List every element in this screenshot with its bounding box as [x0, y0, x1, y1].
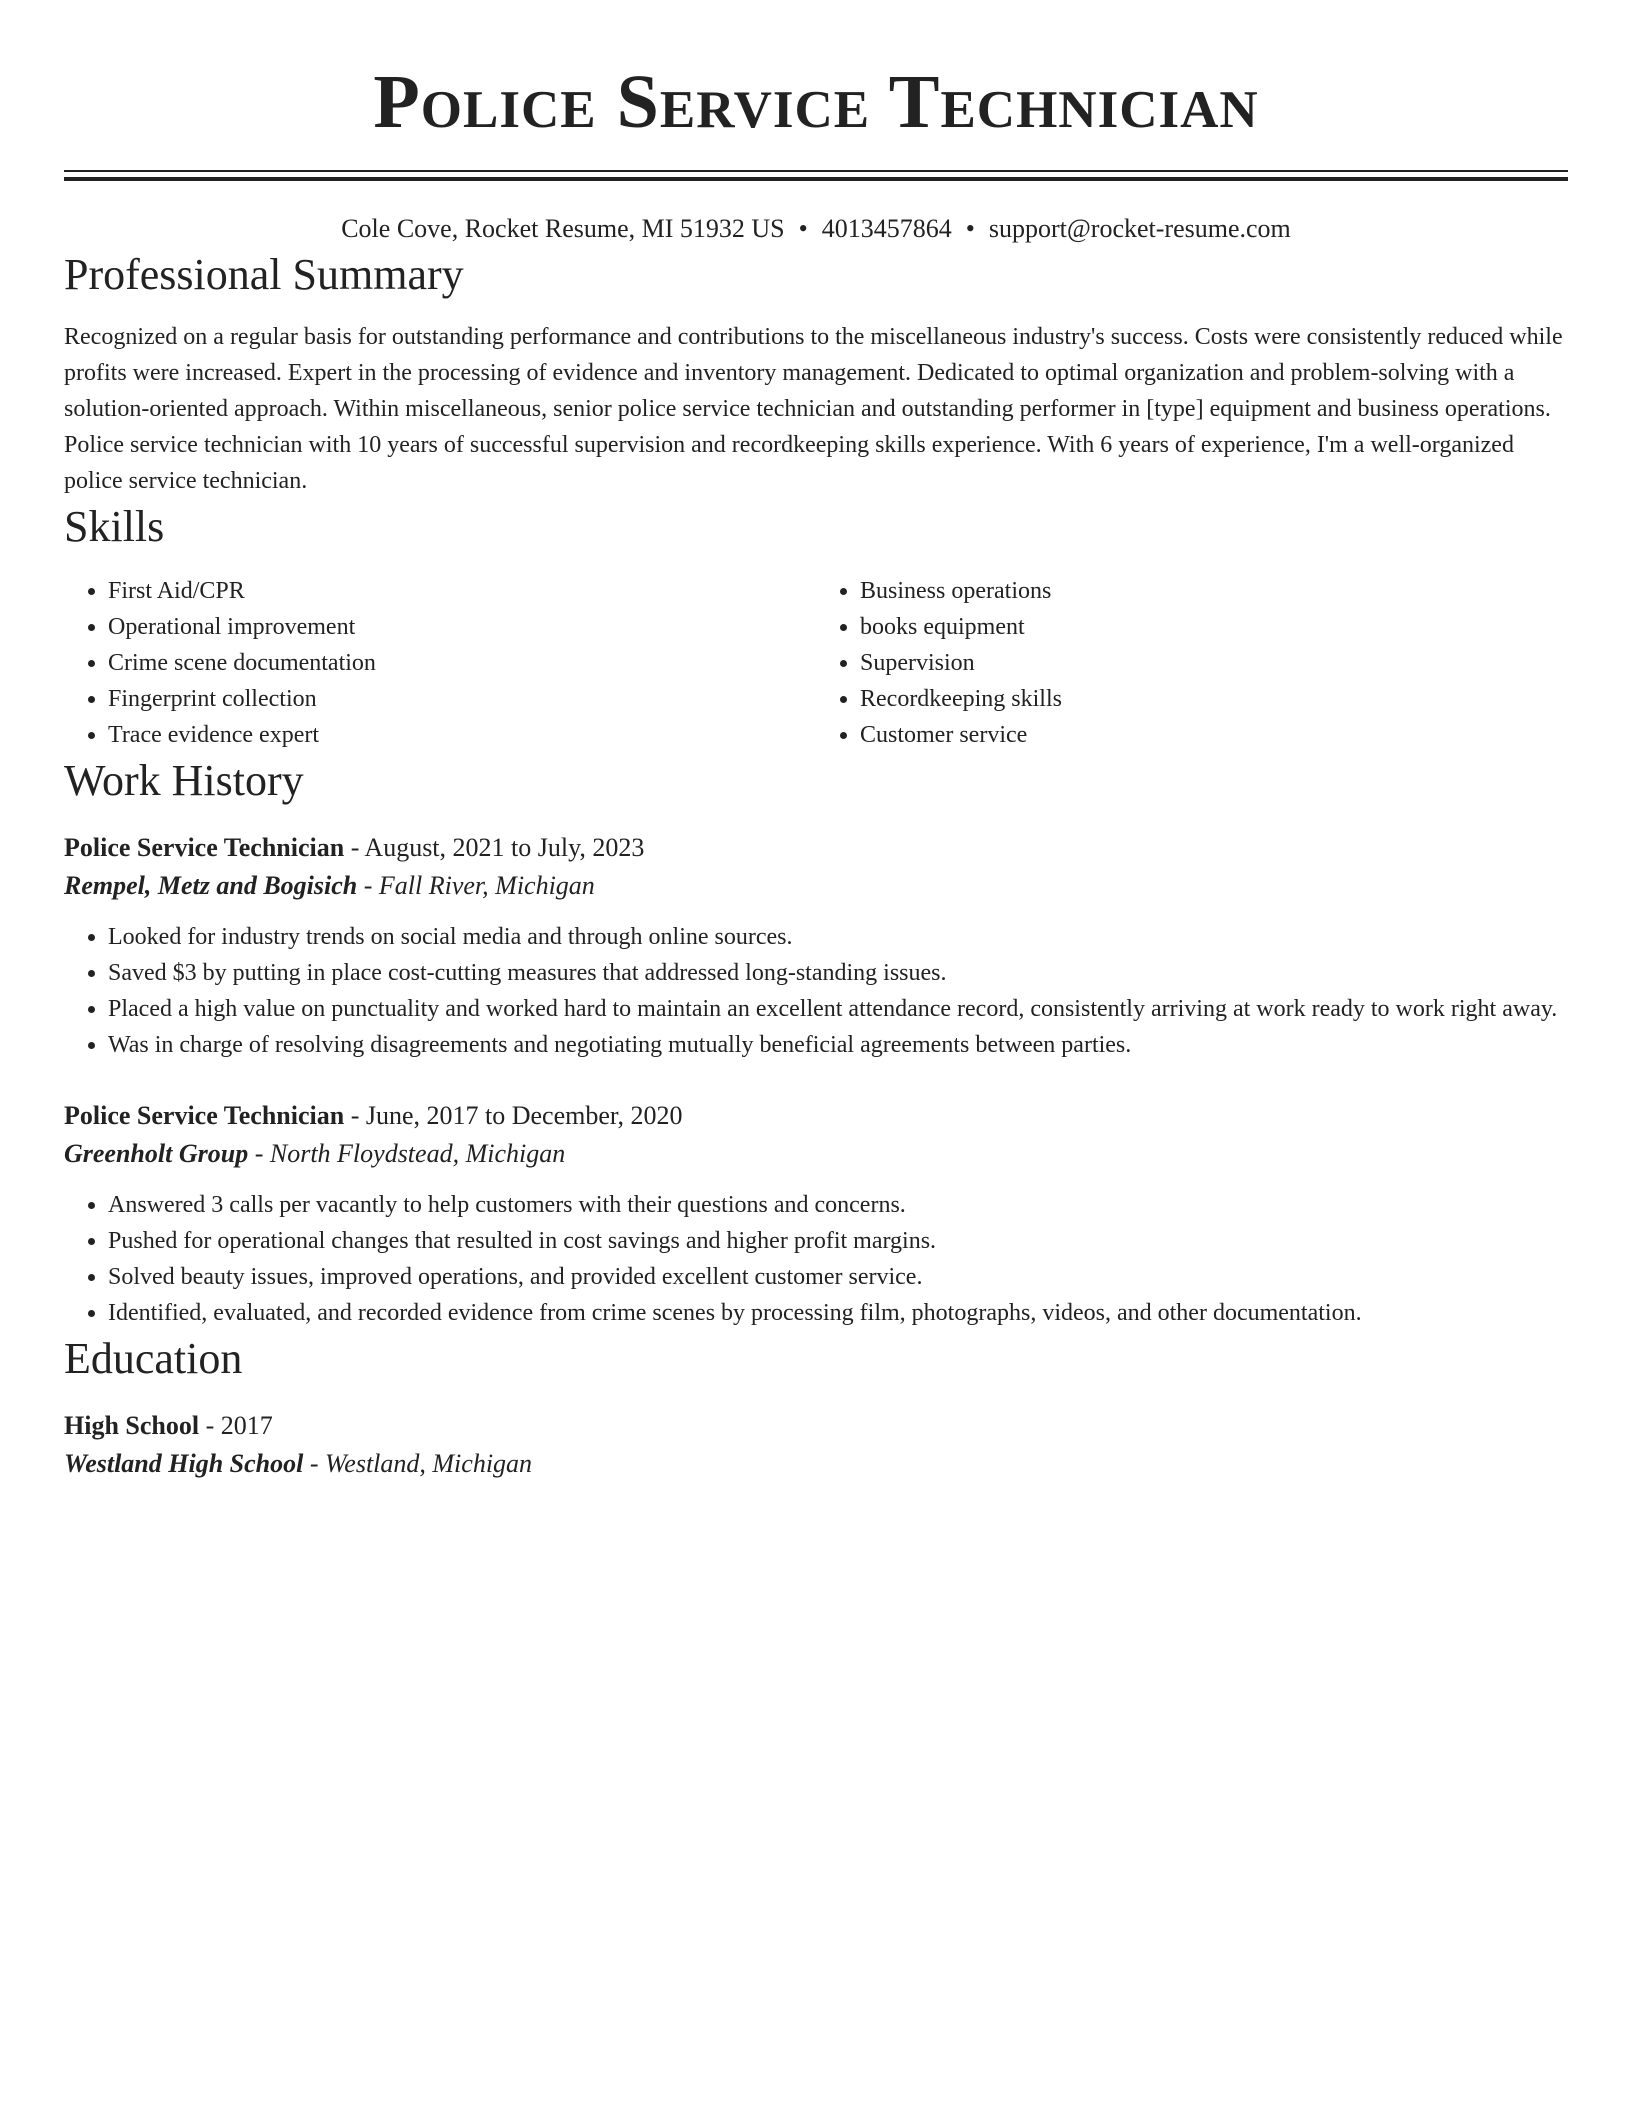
education-degree-line — [64, 1407, 1568, 1445]
skills-column-right — [816, 573, 1568, 753]
skill-item: • books equipment — [860, 609, 1568, 645]
work-history-heading: Work History — [64, 756, 304, 805]
job-bullet: • Looked for industry trends on social media and through online sources. — [108, 919, 1568, 955]
skill-item: • Crime scene documentation — [108, 645, 816, 681]
education-location: - Westland, Michigan — [303, 1449, 533, 1478]
contact-separator: • — [798, 214, 808, 243]
job-bullets — [64, 1187, 1568, 1331]
skill-item: • Customer service — [860, 717, 1568, 753]
job-dates: - August, 2021 to July, 2023 — [344, 833, 645, 862]
job-company: Rempel, Metz and Bogisich — [64, 871, 358, 900]
summary-heading: Professional Summary — [64, 250, 464, 299]
job-bullet: • Was in charge of resolving disagreements and negotiating mutually beneficial agreements between parties. — [108, 1027, 1568, 1063]
education-school-line — [64, 1445, 1568, 1483]
skill-item: • Business operations — [860, 573, 1568, 609]
job-entry — [64, 1097, 1568, 1331]
education-degree: High School — [64, 1411, 200, 1440]
job-title-line — [64, 829, 1568, 867]
job-company-line — [64, 1135, 1568, 1173]
job-bullet: • Solved beauty issues, improved operations, and provided excellent customer service. — [108, 1259, 1568, 1295]
education-year: - 2017 — [199, 1411, 273, 1440]
job-entry — [64, 829, 1568, 1063]
contact-email: support@rocket-resume.com — [988, 214, 1291, 243]
job-title: Police Service Technician — [64, 1101, 345, 1130]
skill-item: • Trace evidence expert — [108, 717, 816, 753]
education-heading: Education — [64, 1334, 243, 1383]
skills-heading: Skills — [64, 502, 165, 551]
job-dates: - June, 2017 to December, 2020 — [344, 1101, 683, 1130]
job-bullet: • Saved $3 by putting in place cost-cutting measures that addressed long-standing issues. — [108, 955, 1568, 991]
contact-line — [64, 211, 1568, 247]
job-bullet: • Answered 3 calls per vacantly to help customers with their questions and concerns. — [108, 1187, 1568, 1223]
skill-item: • Recordkeeping skills — [860, 681, 1568, 717]
job-company: Greenholt Group — [64, 1139, 249, 1168]
job-title: Police Service Technician — [64, 833, 345, 862]
skill-item: • First Aid/CPR — [108, 573, 816, 609]
job-location: - North Floydstead, Michigan — [248, 1139, 566, 1168]
job-location: - Fall River, Michigan — [357, 871, 595, 900]
education-school: Westland High School — [64, 1449, 304, 1478]
header-divider — [64, 170, 1568, 181]
job-bullet: • Identified, evaluated, and recorded evidence from crime scenes by processing film, photographs, videos, and other documentation. — [108, 1295, 1568, 1331]
job-company-line — [64, 867, 1568, 905]
skills-list — [64, 573, 1568, 753]
resume-name: Police Service Technician — [373, 60, 1259, 144]
job-bullets — [64, 919, 1568, 1063]
skill-item: • Supervision — [860, 645, 1568, 681]
skill-item: • Fingerprint collection — [108, 681, 816, 717]
contact-phone: 4013457864 — [821, 214, 952, 243]
skill-item: • Operational improvement — [108, 609, 816, 645]
contact-address: Cole Cove, Rocket Resume, MI 51932 US — [341, 214, 785, 243]
education-entry — [64, 1407, 1568, 1483]
job-bullet: • Placed a high value on punctuality and worked hard to maintain an excellent attendance record, consistently arriving at work ready to work right away. — [108, 991, 1568, 1027]
skills-column-left — [64, 573, 816, 753]
summary-text: Recognized on a regular basis for outstanding performance and contributions to the miscellaneous industry's success. Costs were consistently reduced while profits were increased. Expert in the processing of evidence and inventory management. Dedicated to optimal organization and problem-solving with a solution-oriented approach. Within miscellaneous, senior police service technician and outstanding performer in [type] equipment and business operations. Police service technician with 10 years of successful supervision and recordkeeping skills experience. With 6 years of experience, I'm a well-organized police service technician. — [64, 324, 1563, 494]
job-title-line — [64, 1097, 1568, 1135]
job-bullet: • Pushed for operational changes that resulted in cost savings and higher profit margins. — [108, 1223, 1568, 1259]
contact-separator: • — [965, 214, 975, 243]
